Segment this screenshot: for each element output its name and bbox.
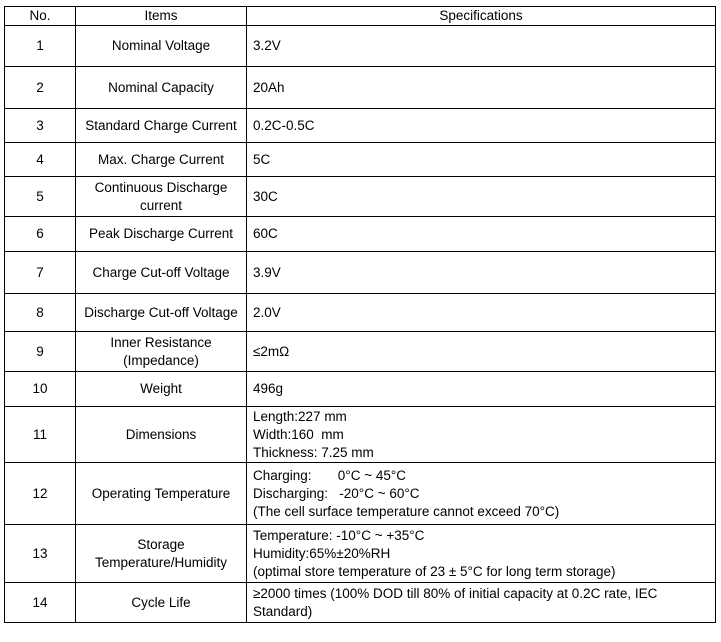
row-number: 6 xyxy=(5,217,76,252)
table-row xyxy=(5,407,716,463)
header-specifications: Specifications xyxy=(247,7,716,26)
specification-line: Length:227 mm xyxy=(253,408,347,424)
item-name xyxy=(76,109,247,143)
specification-line: (The cell surface temperature cannot exceed 70°C) xyxy=(253,503,560,519)
item-name-line: Standard Charge Current xyxy=(85,117,237,133)
item-name-line: Weight xyxy=(140,381,182,396)
table-row xyxy=(5,26,716,67)
item-name xyxy=(76,525,247,583)
row-number: 12 xyxy=(5,463,76,525)
specification-line: Standard) xyxy=(253,603,313,619)
specification-value xyxy=(247,294,716,332)
table-row xyxy=(5,463,716,525)
item-name-line: Dimensions xyxy=(125,426,197,442)
specification-line: 3.2V xyxy=(253,38,281,53)
row-number: 7 xyxy=(5,252,76,294)
specification-line: Charging: 0°C ~ 45°C xyxy=(253,467,406,483)
specification-value xyxy=(247,407,716,463)
specification-value xyxy=(247,332,716,372)
specification-value xyxy=(247,252,716,294)
item-name-line: Cycle Life xyxy=(131,594,191,610)
specification-line: 5C xyxy=(253,151,271,167)
item-name xyxy=(76,294,247,332)
specification-value xyxy=(247,109,716,143)
row-number: 4 xyxy=(5,143,76,177)
item-name-line: Nominal Capacity xyxy=(108,79,214,95)
row-number: 10 xyxy=(5,372,76,407)
item-name-line: Nominal Voltage xyxy=(111,38,211,53)
item-name-line: Peak Discharge Current xyxy=(88,226,234,241)
item-name xyxy=(76,332,247,372)
table-row xyxy=(5,332,716,372)
item-name-line: Temperature/Humidity xyxy=(94,554,228,570)
specification-line: 60C xyxy=(253,226,278,241)
specification-line: ≤2mΩ xyxy=(253,343,290,359)
item-name xyxy=(76,177,247,217)
item-name xyxy=(76,583,247,623)
table-row xyxy=(5,372,716,407)
table-row xyxy=(5,143,716,177)
row-number: 3 xyxy=(5,109,76,143)
header-no: No. xyxy=(5,7,76,26)
specification-value xyxy=(247,525,716,583)
item-name-line: Continuous Discharge xyxy=(94,179,228,195)
specification-value xyxy=(247,67,716,109)
specification-line: Thickness: 7.25 mm xyxy=(253,444,374,460)
table-body xyxy=(5,26,716,623)
item-name xyxy=(76,143,247,177)
specification-value xyxy=(247,177,716,217)
table-row xyxy=(5,177,716,217)
item-name-line: Discharge Cut-off Voltage xyxy=(84,304,238,320)
specification-line: Width:160 mm xyxy=(253,426,344,442)
table-row xyxy=(5,67,716,109)
item-name-line: (Impedance) xyxy=(123,352,199,368)
specification-value xyxy=(247,26,716,67)
item-name-line: Charge Cut-off Voltage xyxy=(92,264,230,280)
item-name xyxy=(76,372,247,407)
row-number: 2 xyxy=(5,67,76,109)
specification-line: 2.0V xyxy=(253,304,281,320)
row-number: 9 xyxy=(5,332,76,372)
item-name-line: Inner Resistance xyxy=(110,334,212,350)
item-name-line: Storage xyxy=(137,536,185,552)
specification-line: Discharging: -20°C ~ 60°C xyxy=(253,485,420,501)
table-row xyxy=(5,583,716,623)
table-row xyxy=(5,525,716,583)
item-name xyxy=(76,407,247,463)
specification-line: 30C xyxy=(253,188,278,204)
specification-line: ≥2000 times (100% DOD till 80% of initial capacity at 0.2C rate, IEC xyxy=(253,585,658,601)
header-items: Items xyxy=(76,7,247,26)
item-name xyxy=(76,26,247,67)
item-name xyxy=(76,252,247,294)
specification-line: Humidity:65%±20%RH xyxy=(253,545,391,561)
specifications-table xyxy=(4,6,716,623)
specification-line: 20Ah xyxy=(253,79,285,95)
item-name-line: current xyxy=(139,197,183,213)
item-name-line: Max. Charge Current xyxy=(97,151,225,167)
item-name-line: Operating Temperature xyxy=(91,485,231,501)
specification-line: 0.2C-0.5C xyxy=(253,117,315,133)
table-row xyxy=(5,252,716,294)
table-row xyxy=(5,294,716,332)
table-row xyxy=(5,217,716,252)
row-number: 8 xyxy=(5,294,76,332)
specification-value xyxy=(247,143,716,177)
table-row xyxy=(5,109,716,143)
row-number: 11 xyxy=(5,407,76,463)
specification-line: Temperature: -10°C ~ +35°C xyxy=(253,527,425,543)
item-name xyxy=(76,463,247,525)
specification-value xyxy=(247,583,716,623)
specification-line: 3.9V xyxy=(253,264,281,280)
specification-value xyxy=(247,463,716,525)
row-number: 13 xyxy=(5,525,76,583)
specification-value xyxy=(247,217,716,252)
item-name xyxy=(76,217,247,252)
specification-value xyxy=(247,372,716,407)
specification-line: 496g xyxy=(253,381,284,396)
table-header-row xyxy=(5,7,716,26)
row-number: 1 xyxy=(5,26,76,67)
item-name xyxy=(76,67,247,109)
specification-line: (optimal store temperature of 23 ± 5°C for long term storage) xyxy=(253,563,616,579)
row-number: 14 xyxy=(5,583,76,623)
row-number: 5 xyxy=(5,177,76,217)
